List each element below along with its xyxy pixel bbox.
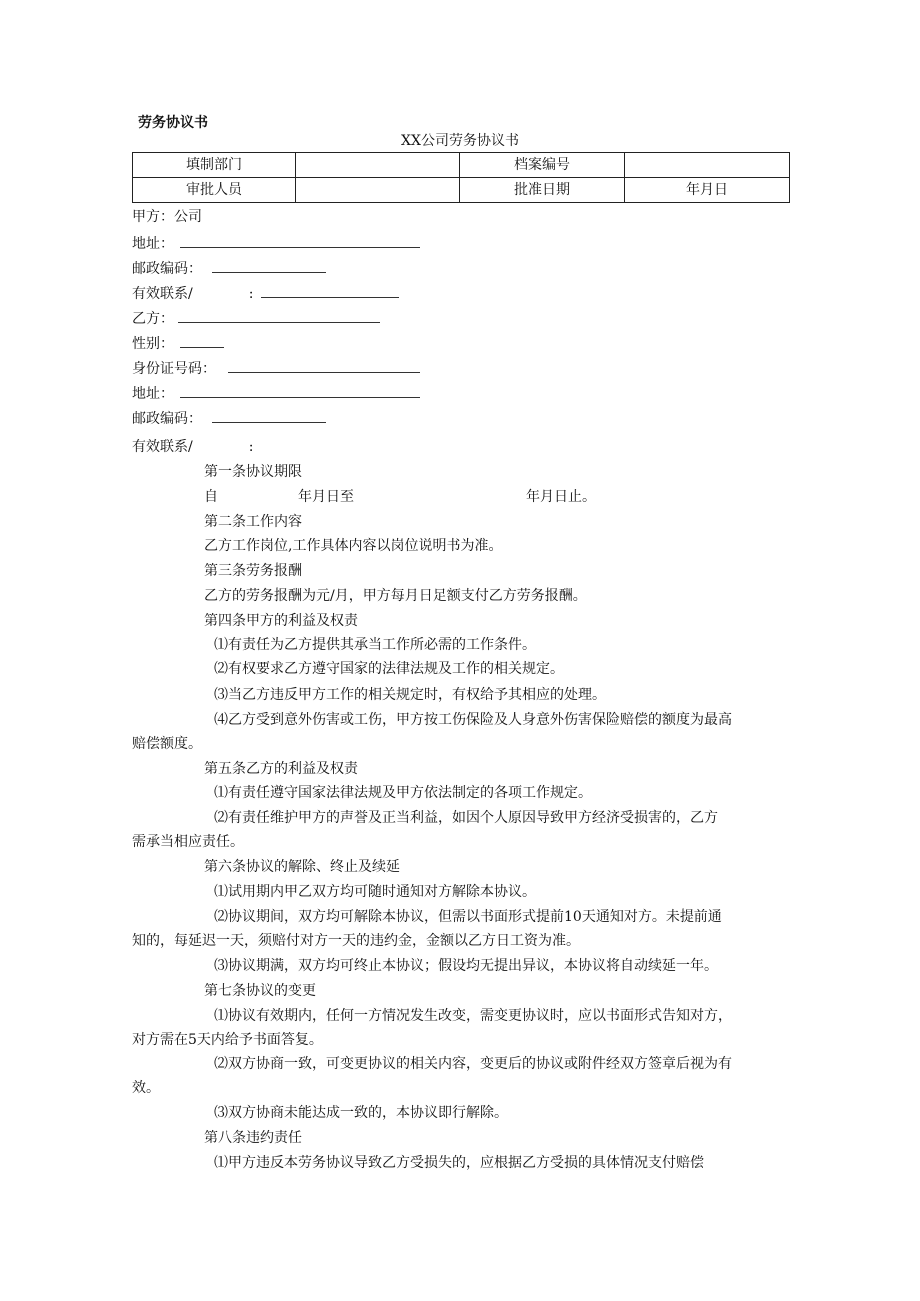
party-a-contact-row <box>132 285 399 301</box>
clause-4-item-1: ⑴有责任为乙方提供其承当工作所必需的工作条件。 <box>214 637 536 653</box>
party-b-postcode-label: 邮政编码： <box>132 411 202 427</box>
page-title: XX公司劳务协议书 <box>401 133 519 149</box>
document-heading: 劳务协议书 <box>138 115 208 131</box>
table-cell <box>296 178 460 203</box>
table-cell: 档案编号 <box>460 153 625 178</box>
party-b-contact-row <box>132 440 253 454</box>
clause-1-from: 自 <box>204 489 218 505</box>
table-row <box>133 178 790 203</box>
party-b-id-blank <box>228 360 420 373</box>
clause-1-mid: 年月日至 <box>298 489 354 505</box>
party-b-id-row <box>132 360 420 376</box>
party-b-postcode-blank <box>212 410 326 423</box>
table-cell <box>625 153 790 178</box>
party-a-address-blank <box>180 235 420 248</box>
clause-7-item-2a: ⑵双方协商一致，可变更协议的相关内容，变更后的协议或附件经双方签章后视为有 <box>214 1056 732 1072</box>
clause-6-item-2b: 知的，每延迟一天，须赔付对方一天的违约金，金额以乙方日工资为准。 <box>132 933 580 949</box>
clause-2-title: 第二条工作内容 <box>204 514 302 530</box>
party-b-contact-sep: : <box>248 439 254 455</box>
table-cell: 填制部门 <box>133 153 296 178</box>
party-b-address-label: 地址： <box>132 386 174 402</box>
party-b-name-blank <box>178 310 380 323</box>
clause-5-item-1: ⑴有责任遵守国家法律法规及甲方依法制定的各项工作规定。 <box>214 785 592 801</box>
clause-6-title: 第六条协议的解除、终止及续延 <box>204 859 400 875</box>
party-a-address-label: 地址： <box>132 236 174 252</box>
info-table <box>132 152 790 203</box>
table-row <box>133 153 790 178</box>
party-a-name: 甲方：公司 <box>132 209 202 225</box>
party-b-address-blank <box>180 385 420 398</box>
clause-5-item-2a: ⑵有责任维护甲方的声誉及正当利益，如因个人原因导致甲方经济受损害的，乙方 <box>214 810 718 826</box>
clause-2-text: 乙方工作岗位,工作具体内容以岗位说明书为准。 <box>204 538 503 554</box>
party-a-contact-blank <box>261 285 399 298</box>
party-b-name-row <box>132 310 380 326</box>
clause-1-end: 年月日止。 <box>526 489 596 505</box>
table-cell: 年月日 <box>625 178 790 203</box>
party-b-contact-label: 有效联系/ <box>132 439 193 455</box>
clause-4-item-3: ⑶当乙方违反甲方工作的相关规定时，有权给予其相应的处理。 <box>214 687 606 703</box>
party-b-gender-label: 性别： <box>132 336 174 352</box>
table-cell: 批准日期 <box>460 178 625 203</box>
clause-8-item-1: ⑴甲方违反本劳务协议导致乙方受损失的，应根据乙方受损的具体情况支付赔偿 <box>214 1155 704 1171</box>
clause-7-item-3: ⑶双方协商未能达成一致的，本协议即行解除。 <box>214 1105 508 1121</box>
party-b-gender-blank <box>180 335 224 348</box>
party-b-address-row <box>132 385 420 401</box>
party-a-postcode-blank <box>212 260 326 273</box>
clause-7-item-2b: 效。 <box>132 1080 160 1096</box>
clause-4-item-4a: ⑷乙方受到意外伤害或工伤，甲方按工伤保险及人身意外伤害保险赔偿的额度为最高 <box>214 712 732 728</box>
clause-1-title: 第一条协议期限 <box>204 464 302 480</box>
clause-7-item-1a: ⑴协议有效期内，任何一方情况发生改变，需变更协议时，应以书面形式告知对方， <box>214 1008 732 1024</box>
table-cell <box>296 153 460 178</box>
clause-3-title: 第三条劳务报酬 <box>204 563 302 579</box>
party-b-gender-row <box>132 335 224 351</box>
clause-8-title: 第八条违约责任 <box>204 1130 302 1146</box>
clause-6-item-1: ⑴试用期内甲乙双方均可随时通知对方解除本协议。 <box>214 884 536 900</box>
clause-6-item-2a: ⑵协议期间，双方均可解除本协议，但需以书面形式提前10天通知对方。未提前通 <box>214 909 722 925</box>
clause-4-item-4b: 赔偿额度。 <box>132 736 202 752</box>
party-b-name-label: 乙方： <box>132 311 174 327</box>
clause-7-item-1b: 对方需在5天内给予书面答复。 <box>132 1032 323 1048</box>
clause-6-item-3: ⑶协议期满，双方均可终止本协议；假设均无提出异议，本协议将自动续延一年。 <box>214 958 718 974</box>
table-cell: 审批人员 <box>133 178 296 203</box>
clause-3-text: 乙方的劳务报酬为元/月，甲方每月日足额支付乙方劳务报酬。 <box>204 588 587 604</box>
party-a-postcode-row <box>132 260 326 276</box>
party-b-id-label: 身份证号码： <box>132 361 216 377</box>
party-a-contact-label: 有效联系/ <box>132 286 193 302</box>
clause-7-title: 第七条协议的变更 <box>204 983 316 999</box>
party-a-postcode-label: 邮政编码： <box>132 261 202 277</box>
party-a-address-row <box>132 235 420 251</box>
clause-5-title: 第五条乙方的利益及权责 <box>204 761 358 777</box>
clause-4-item-2: ⑵有权要求乙方遵守国家的法律法规及工作的相关规定。 <box>214 661 564 677</box>
clause-5-item-2b: 需承当相应责任。 <box>132 834 244 850</box>
clause-4-title: 第四条甲方的利益及权责 <box>204 613 358 629</box>
party-b-postcode-row <box>132 410 326 426</box>
party-a-contact-sep: : <box>248 286 254 302</box>
